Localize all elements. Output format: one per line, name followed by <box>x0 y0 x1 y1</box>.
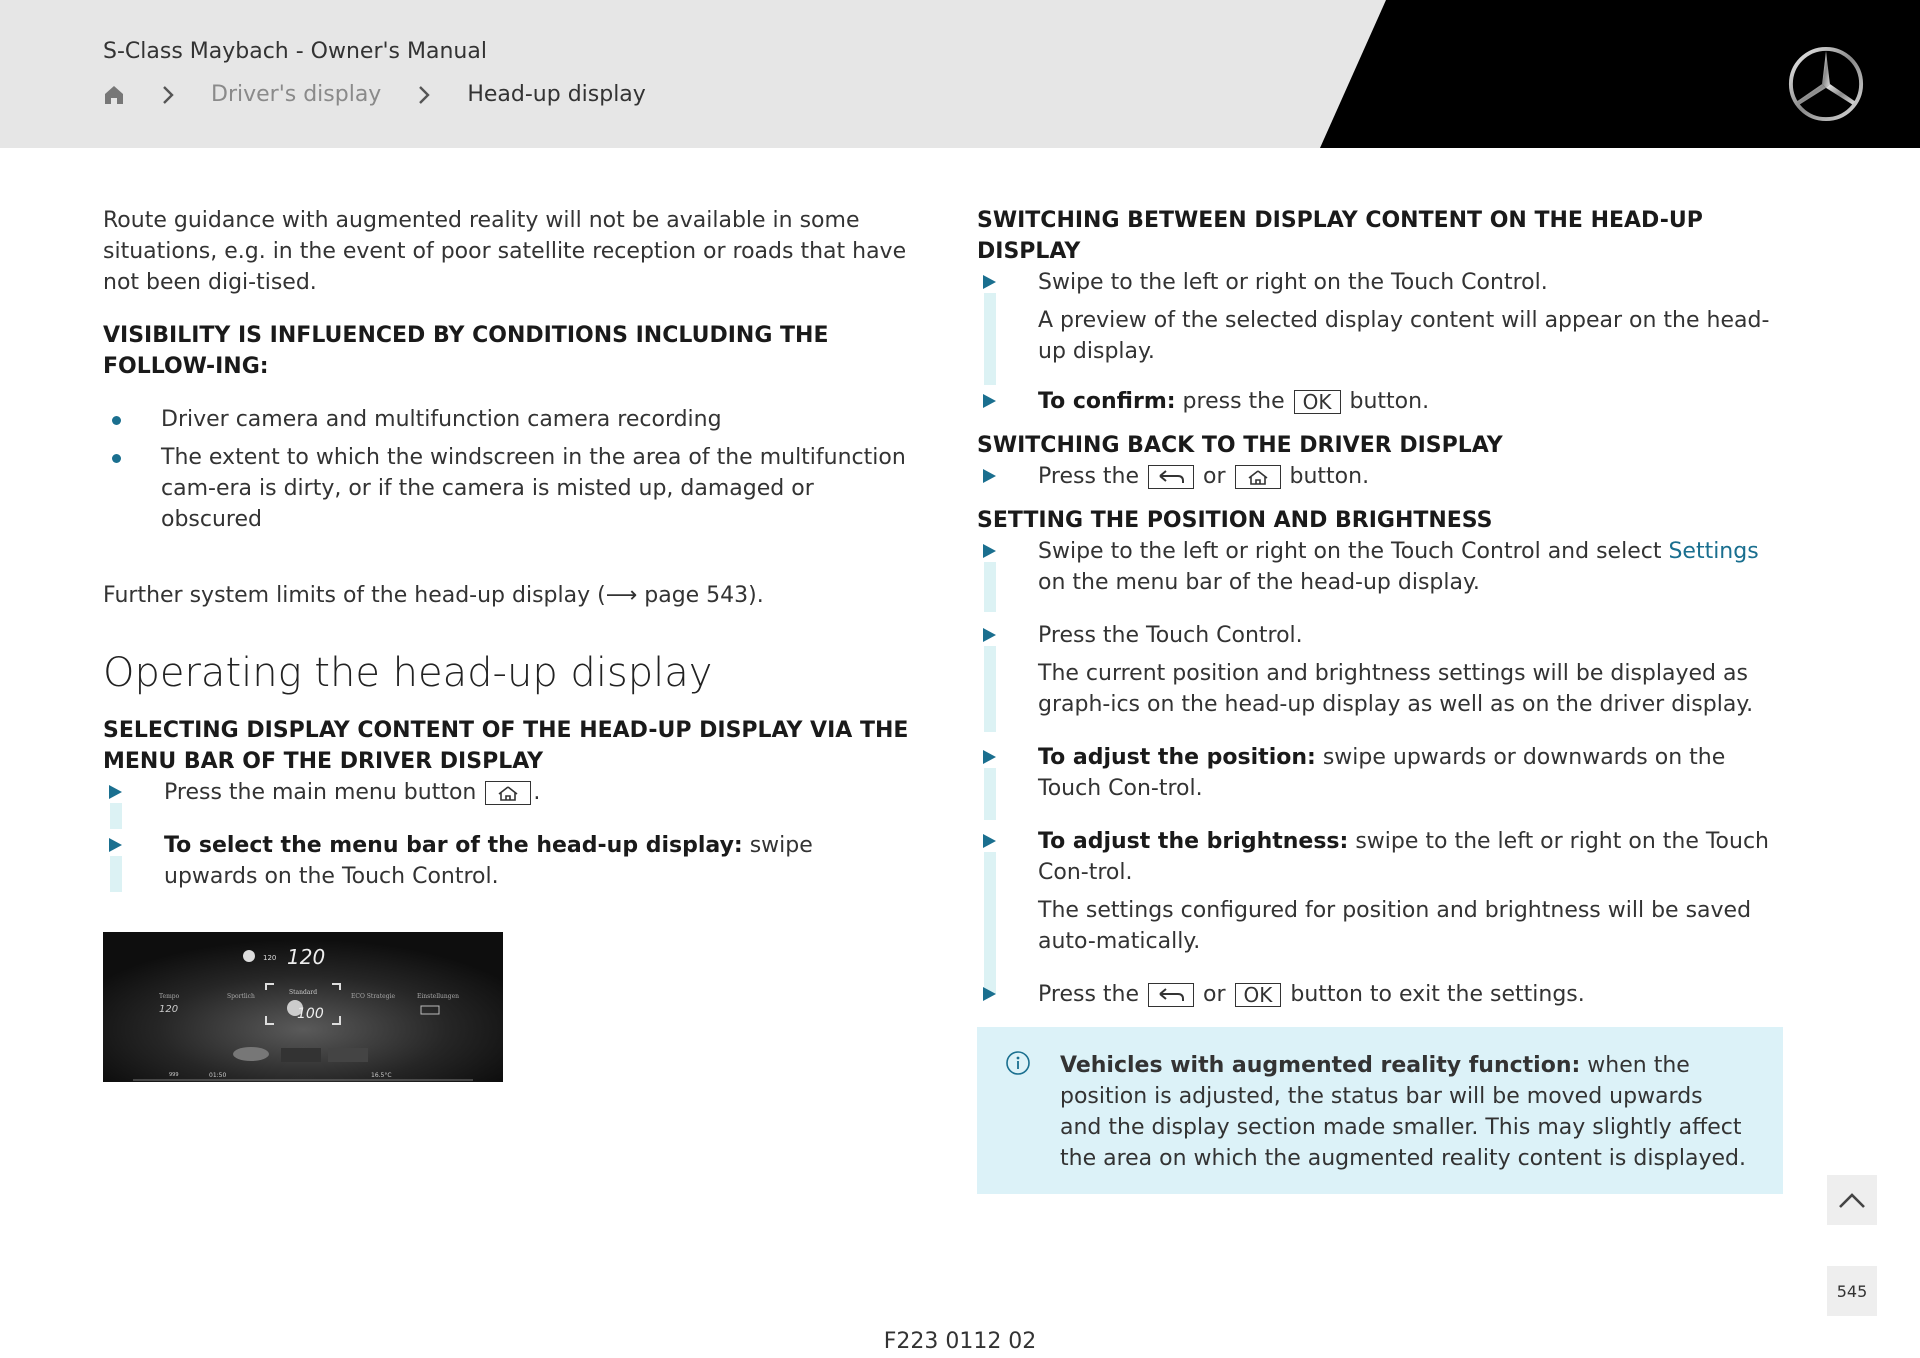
svg-text:01:50: 01:50 <box>209 1072 227 1079</box>
home-button-key <box>485 781 531 805</box>
step-exit-settings: Press the or OK button to exit the settings. <box>977 979 1785 1010</box>
page-header <box>0 0 1920 148</box>
home-icon <box>1247 469 1269 485</box>
visibility-heading: VISIBILITY IS INFLUENCED BY CONDITIONS INCLUDING THE FOLLOW-ING: <box>103 323 829 379</box>
step-arrow-icon <box>983 544 996 558</box>
back-arrow-icon <box>1156 469 1186 485</box>
info-text: Vehicles with augmented reality function: when the position is adjusted, the status bar will be moved upwards and the display section made smaller. This may slightly affect the area on which the augmented reality content is displayed. <box>1060 1053 1746 1171</box>
svg-text:ECO Strategie: ECO Strategie <box>351 993 396 1000</box>
step-adjust-brightness: To adjust the brightness: swipe to the left or right on the Touch Con-trol. The settings configured for position and brightness will be saved auto-matically. <box>977 826 1785 957</box>
right-column <box>977 205 1785 1010</box>
step-arrow-icon <box>983 628 996 642</box>
step-press-touch-control: Press the Touch Control. The current position and brightness settings will be displayed as graph-ics on the head-up display as well as on the driver display. <box>977 620 1785 720</box>
back-button-key <box>1148 465 1194 489</box>
info-icon <box>1005 1050 1031 1076</box>
step-arrow-icon <box>983 394 996 408</box>
step-arrow-icon <box>983 469 996 483</box>
speed-limit-icon <box>243 950 255 962</box>
selecting-heading: SELECTING DISPLAY CONTENT OF THE HEAD-UP DISPLAY VIA THE MENU BAR OF THE DRIVER DISPLAY <box>103 718 909 774</box>
settings-link[interactable]: Settings <box>1668 539 1759 564</box>
list-item: Driver camera and multifunction camera recording <box>103 404 913 435</box>
step-switch-back: Press the or button. <box>977 461 1785 492</box>
svg-text:Tempo: Tempo <box>159 993 180 1000</box>
step-arrow-icon <box>983 750 996 764</box>
breadcrumb <box>103 82 646 107</box>
position-heading: SETTING THE POSITION AND BRIGHTNESS <box>977 508 1493 533</box>
ok-key: OK <box>1294 390 1341 414</box>
page-number-button[interactable]: 545 <box>1827 1266 1877 1316</box>
chevron-right-icon <box>415 84 433 106</box>
step-arrow-icon <box>109 838 122 852</box>
step-arrow-icon <box>983 834 996 848</box>
switching-heading: SWITCHING BETWEEN DISPLAY CONTENT ON THE HEAD-UP DISPLAY <box>977 208 1703 264</box>
further-limits <box>103 580 913 611</box>
section-title: Operating the head-up display <box>103 650 713 696</box>
svg-text:Sportlich: Sportlich <box>227 993 255 1000</box>
back-button-key <box>1148 983 1194 1007</box>
page-reference-link[interactable]: Further system limits of the head-up display (⟶ page 543). <box>103 583 764 608</box>
manual-title: S-Class Maybach - Owner's Manual <box>103 39 487 64</box>
step-arrow-icon <box>983 275 996 289</box>
document-code: F223 0112 02 <box>883 1329 1037 1354</box>
back-heading: SWITCHING BACK TO THE DRIVER DISPLAY <box>977 433 1503 458</box>
scroll-to-top-button[interactable] <box>1827 1175 1877 1225</box>
bullet-icon <box>112 454 121 463</box>
step-press-main-menu: Press the main menu button . <box>103 777 913 808</box>
ok-key: OK <box>1235 983 1282 1007</box>
svg-text:100: 100 <box>297 1006 324 1022</box>
home-icon <box>497 785 519 801</box>
visibility-list <box>103 404 913 535</box>
svg-text:120: 120 <box>287 945 326 969</box>
intro-paragraph: Route guidance with augmented reality will not be available in some situations, e.g. in the event of poor satellite reception or roads that have not been digi-tised. <box>103 208 907 295</box>
list-item: The extent to which the windscreen in the area of the multifunction cam-era is dirty, or if the camera is misted up, damaged or obscured <box>103 442 913 535</box>
step-arrow-icon <box>109 785 122 799</box>
svg-text:999: 999 <box>169 1072 179 1078</box>
driver-display-graphic <box>103 932 503 1082</box>
svg-text:120: 120 <box>159 1004 179 1015</box>
back-arrow-icon <box>1156 987 1186 1003</box>
info-note <box>977 1027 1783 1194</box>
home-icon[interactable] <box>103 84 125 106</box>
vehicle-icon <box>233 1047 269 1061</box>
step-select-menu-bar: To select the menu bar of the head-up display: swipe upwards on the Touch Control. <box>103 830 913 892</box>
driver-display-screenshot <box>103 932 503 1082</box>
step-adjust-position: To adjust the position: swipe upwards or downwards on the Touch Con-trol. <box>977 742 1785 804</box>
chevron-right-icon <box>159 84 177 106</box>
left-column <box>103 205 913 892</box>
step-select-settings: Swipe to the left or right on the Touch Control and select Settings on the menu bar of the head-up display. <box>977 536 1785 598</box>
svg-text:Standard: Standard <box>289 989 318 996</box>
home-button-key <box>1235 465 1281 489</box>
step-swipe-touch-control: Swipe to the left or right on the Touch Control. A preview of the selected display content will appear on the head-up display. <box>977 267 1785 367</box>
step-arrow-icon <box>983 987 996 1001</box>
svg-text:16.5°C: 16.5°C <box>371 1072 392 1079</box>
breadcrumb-head-up-display: Head-up display <box>467 82 646 107</box>
svg-text:Einstellungen: Einstellungen <box>417 993 460 1000</box>
chevron-up-icon <box>1837 1190 1867 1210</box>
svg-text:120: 120 <box>263 954 277 962</box>
breadcrumb-drivers-display[interactable]: Driver's display <box>211 82 382 107</box>
mercedes-star-logo <box>1787 45 1865 123</box>
bullet-icon <box>112 416 121 425</box>
step-confirm: To confirm: press the OK button. <box>977 386 1785 417</box>
